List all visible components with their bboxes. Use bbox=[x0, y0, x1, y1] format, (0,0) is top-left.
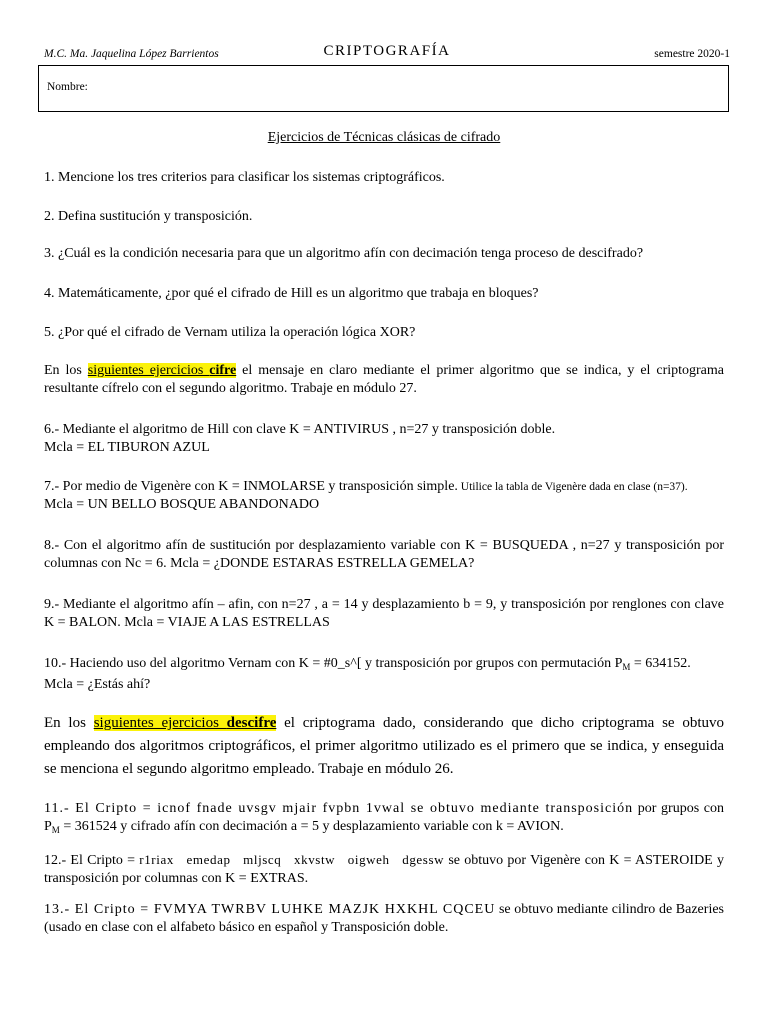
decipher-instructions: En los siguientes ejercicios descifre el criptograma dado, considerando que dicho criptograma se obtuvo empleando dos algoritmos criptográficos, el primer algoritmo utilizado es el primero que se indica, y enseguida se menciona el segundo algoritmo empleado. Trabaje en módulo 26. bbox=[44, 715, 724, 777]
exercise-11: 11.- El Cripto = icnof fnade uvsgv mjair fvpbn 1vwal se obtuvo mediante transposición por grupos con $P_M = 361524$ y cifrado afín con decimación a = 5 y desplazamiento variable con k = AVION. bbox=[44, 801, 724, 835]
name-label: Nombre: bbox=[47, 81, 88, 93]
page-header bbox=[44, 43, 730, 66]
exercise-12: 12.- El Cripto = r1riax emedap mljscq xkvstw oigweh dgessw se obtuvo por Vigenère con K = ASTEROIDE y transposición por columnas con K = EXTRAS. bbox=[44, 852, 724, 886]
author-name: M.C. Ma. Jaquelina López Barrientos bbox=[44, 48, 219, 60]
highlight-phrase: siguientes ejercicios bbox=[93, 715, 227, 731]
exercise-7: 7.- Por medio de Vigenère con K = INMOLARSE y transposición simple. Utilice la tabla de Vigenère dada en clase (n=37). Mcla = UN BELLO BOSQUE ABANDONADO bbox=[44, 479, 688, 512]
exercise-9: 9.- Mediante el algoritmo afín – afin, con n=27 , a = 14 y desplazamiento b = 9, y transposición por renglones con clave K = BALON. Mcla = VIAJE A LAS ESTRELLAS bbox=[44, 597, 724, 630]
exercise-10: 10.- Haciendo uso del algoritmo Vernam con K = #0_s^[ y transposición por grupos con permutación $P_M = 634152$. Mcla = ¿Estás ahí? bbox=[44, 656, 691, 692]
highlight-phrase: siguientes ejercicios bbox=[87, 363, 210, 378]
exercise-13: 13.- El Cripto = FVMYA TWRBV LUHKE MAZJK HXKHL CQCEU se obtuvo mediante cilindro de Bazeries (usado en clase con el alfabeto básico en español y Transposición doble. bbox=[44, 902, 724, 935]
question-5: 5. ¿Por qué el cifrado de Vernam utiliza la operación lógica XOR? bbox=[44, 325, 416, 340]
highlight-keyword: cifre bbox=[209, 363, 237, 378]
exercise-8: 8.- Con el algoritmo afín de sustitución por desplazamiento variable con K = BUSQUEDA , n=27 y transposición por columnas con Nc = 6. Mcla = ¿DONDE ESTARAS ESTRELLA GEMELA? bbox=[44, 538, 724, 571]
question-4: 4. Matemáticamente, ¿por qué el cifrado de Hill es un algoritmo que trabaja en bloques? bbox=[44, 286, 539, 301]
question-3: 3. ¿Cuál es la condición necesaria para que un algoritmo afín con decimación tenga proceso de descifrado? bbox=[44, 246, 644, 261]
course-title: CRIPTOGRAFÍA bbox=[323, 43, 451, 59]
exercise-6: 6.- Mediante el algoritmo de Hill con clave K = ANTIVIRUS , n=27 y transposición doble. Mcla = EL TIBURON AZUL bbox=[44, 422, 556, 455]
name-field-box bbox=[38, 65, 729, 112]
term-label: semestre 2020-1 bbox=[654, 48, 730, 60]
cipher-instructions: En los siguientes ejercicios cifre el mensaje en claro mediante el primer algoritmo que se indica, y el criptograma resultante cífrelo con el segundo algoritmo. Trabaje en módulo 27. bbox=[44, 363, 725, 396]
ciphertext: r1riax emedap mljscq xkvstw oigweh dgessw bbox=[139, 852, 445, 867]
question-1: 1. Mencione los tres criterios para clasificar los sistemas criptográficos. bbox=[44, 170, 445, 185]
highlight-keyword: descifre bbox=[226, 715, 277, 731]
sheet-title: Ejercicios de Técnicas clásicas de cifrado bbox=[267, 130, 501, 145]
question-2: 2. Defina sustitución y transposición. bbox=[44, 209, 253, 224]
